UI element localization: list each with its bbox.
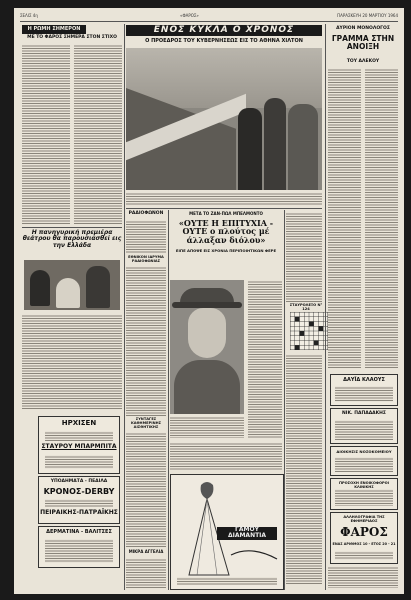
center-banner: ΕΝΟΣ ΚΥΚΛΑ Ο ΧΡΟΝΟΣ	[126, 25, 322, 36]
ad-irises-body: ΣΤΑΥΡΟΥ ΜΠΑΡΜΠΙΤΑ	[41, 443, 117, 450]
ad-luggage-title: ΔΕΡΜΑΤΙΝΑ - ΒΑΛΙΤΣΕΣ	[46, 529, 112, 535]
crossword-title: ΣΤΑΥΡΟΛΕΞΟ Ν° 124	[289, 303, 323, 311]
left-headline: Η πανηγυρική πρεμιέρα θεάτρου θα παρουσιασθεί εις την Ελλάδα	[22, 229, 122, 249]
left-column-title: Η ΡΩΜΗ ΣΗΜΕΡΟΝ	[22, 25, 86, 34]
radio-program-title: ΡΑΔΙΟΦΩΝΟΝ	[128, 211, 164, 216]
ad-bridal-jewellery	[170, 474, 284, 590]
ad-kronos	[38, 476, 120, 524]
page-header	[20, 12, 398, 20]
ad-irises-title: ΗΡΧΙΣΕΝ	[61, 419, 97, 427]
ad-irises	[38, 416, 120, 474]
left-text-column-a	[22, 44, 70, 224]
ad-luggage	[38, 526, 120, 568]
crossword-grid	[290, 312, 328, 350]
newspaper-page	[14, 8, 404, 594]
ad-klaous-title: ΔΑΥΪΔ ΚΛΑΟΥΣ	[343, 377, 385, 383]
feature-byline: ΕΙΠΕ ΑΠΟΨΕ ΕΙΣ ΧΡΟΝΙΑ ΠΕΡΙΠΟΙΗΤΙΚΩΝ ΦΕΡΕ	[175, 248, 277, 253]
radio-schedule	[126, 266, 166, 416]
ad-faros-kicker: ΑΛΛΗΛΟΓΡΑΦΙΑ ΤΗΣ ΕΦΗΜΕΡΙΔΟΣ	[343, 515, 385, 523]
right-headline: ΓΡΑΜΜΑ ΣΤΗΝ ΑΝΟΙΞΗ	[331, 34, 395, 51]
left-lower-text	[22, 314, 122, 410]
right-author: ΤΟΥ ΑΛΕΚΟΥ	[346, 59, 380, 64]
ad-clinic	[330, 478, 398, 510]
page-number: ΣΕΛΙΣ 4η	[20, 13, 38, 18]
ad-papadakis-title: ΝΙΚ. ΠΑΠΑΔΑΚΗΣ	[342, 411, 386, 416]
center-subbanner: Ο ΠΡΟΕΔΡΟΣ ΤΟΥ ΚΥΒΕΡΝΗΣΕΩΣ ΕΙΣ ΤΟ ΑΘΗΝΑ ΧΙΛΤΟΝ	[145, 38, 303, 44]
recipes-title: ΣΥΝΤΑΓΕΣ ΚΑΘΗΜΕΡΙΝΗΣ ΑΙΣΘΗΤΙΚΗΣ	[130, 417, 162, 429]
ad-faros-title: ΦΑΡΟΣ	[340, 525, 388, 539]
theatre-photo	[24, 260, 120, 310]
right-kicker: ΑΥΡΙΟΝ ΜΟΝΟΛΟΓΟΣ	[336, 26, 390, 31]
middle-text-column	[286, 212, 322, 302]
ad-papadakis	[330, 408, 398, 444]
issue-date: ΠΑΡΑΣΚΕΥΗ 20 ΜΑΡΤΙΟΥ 1964	[337, 13, 398, 18]
radio-program-sub: ΕΘΝΙΚΟΝ ΙΔΡΥΜΑ ΡΑΔΙΟΦΩΝΙΑΣ	[128, 255, 164, 263]
feature-kicker: ΜΕΤΑ ΤΟ ΖΑΝ-ΠΩΛ ΜΠΕΛΜΟΝΤΟ	[189, 211, 263, 216]
ad-kronos-sub: ΠΕΙΡΑΙΚΗΣ-ΠΑΤΡΑΪΚΗΣ	[40, 509, 118, 516]
left-text-column-b	[74, 44, 122, 224]
hilton-rooftop-photo	[126, 48, 322, 190]
crossword-clues	[286, 354, 322, 584]
ad-hospital-title: ΔΙΟΙΚΗΣΙΣ ΝΟΣΟΚΟΜΕΙΟΥ	[336, 449, 392, 454]
left-story-title: ΜΕ ΤΟ ΦΑΡΟΣ ΣΗΜΕΡΑ ΣΤΟΝ ΣΤΙΧΟ	[27, 35, 117, 40]
ad-klaous	[330, 374, 398, 406]
ad-kronos-top: ΥΠΟΔΗΜΑΤΑ - ΠΕΔΙΛΑ	[50, 479, 108, 484]
ad-kronos-brand: ΚΡΟΝΟΣ-DERBY	[43, 487, 115, 496]
ad-hospital	[330, 446, 398, 476]
right-text-a	[328, 68, 361, 368]
photo-caption	[126, 192, 322, 206]
ad-faros	[330, 512, 398, 564]
feature-headline: «ΟΥΤΕ Η ΕΠΙΤΥΧΙΑ - ΟΥΤΕ ο πλούτος μέ άλλαξαν διόλου»	[178, 218, 274, 245]
paper-name: «ΦΑΡΟΣ»	[180, 13, 199, 18]
belmondo-portrait	[170, 280, 244, 414]
ad-bridal-title: ΓΑΜΟΥ ΔΙΑΜΑΝΤΙΑ	[217, 527, 277, 540]
short-ads-title: ΜΙΚΡΑ ΑΓΓΕΛΙΑ	[128, 549, 164, 554]
recipes-text	[126, 432, 166, 548]
feature-text-right	[248, 280, 282, 438]
right-text-b	[365, 68, 398, 368]
ad-faros-sub: ΕΝΑΣ ΑΡΙΘΜΟΣ 10 - ΕΤΟΣ 20 - 21	[332, 542, 396, 546]
ad-clinic-title: ΠΡΟΣΟΧΗ ΕΝΟΙΚΟΦΟΡΟΙ ΚΛΙΝΙΚΗΣ	[338, 481, 390, 489]
